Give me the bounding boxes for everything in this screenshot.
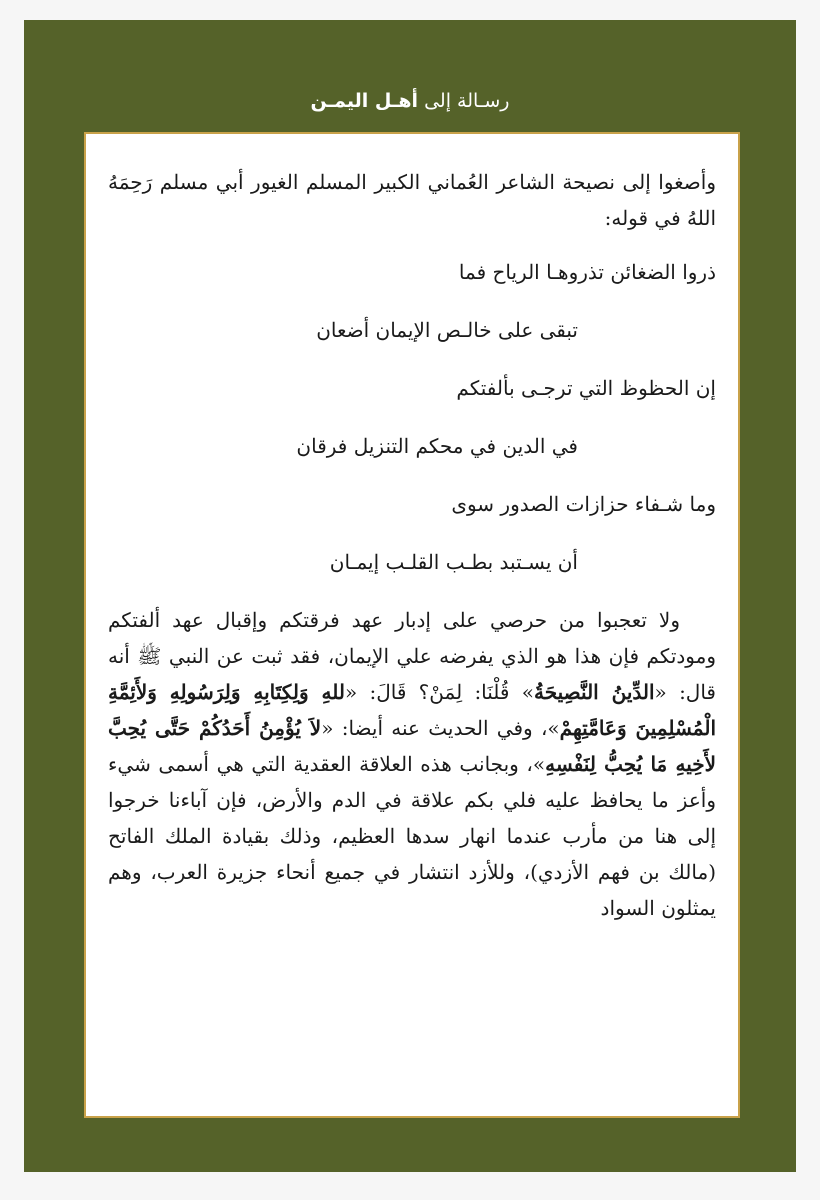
- hadith-quote: للهِ وَلِكِتَابِهِ وَلِرَسُولِهِ وَلأَئِمَّةِ الْمُسْلِمِينَ وَعَامَّتِهِمْ: [108, 680, 716, 740]
- poem: [108, 254, 716, 580]
- text-body: [108, 164, 716, 926]
- verse-line: تبقى على خالـص الإيمان أضعان: [316, 318, 578, 342]
- verse-line: ذروا الضغائن تذروهـا الرياح فما: [458, 260, 716, 284]
- paragraph-text: » قُلْنَا: لِمَنْ؟ قَالَ: «: [344, 680, 535, 704]
- paragraph-text: ولا تعجبوا من حرصي على إدبار عهد فرقتكم وإقبال عهد ألفتكم ومودتكم فإن هذا هو الذي يفرضه علي الإيمان، فقد ثبت عن النبي ﷺ أنه قال: «: [108, 608, 716, 704]
- main-paragraph: [108, 602, 716, 926]
- page-content: [84, 132, 740, 1118]
- header-title-bold: أهـل اليمـن: [310, 90, 419, 112]
- intro-paragraph: وأصغوا إلى نصيحة الشاعر العُماني الكبير المسلم الغيور أبي مسلم رَحِمَهُ اللهُ في قوله:: [108, 170, 716, 230]
- verse-line: في الدين في محكم التنزيل فرقان: [296, 434, 578, 458]
- verse-line: إن الحظوظ التي ترجـى بألفتكم: [456, 376, 716, 400]
- running-header: [24, 90, 796, 112]
- verse-line: أن يسـتبد بطـب القلـب إيمـان: [329, 550, 578, 574]
- hadith-quote: الدِّينُ النَّصِيحَةُ: [534, 680, 655, 704]
- paragraph-text: »، وبجانب هذه العلاقة العقدية التي هي أسمى شيء وأعز ما يحافظ عليه فلي بكم علاقة في الدم والأرض، فإن آباءنا خرجوا إلى هنا من مأرب عندما انهار سدها العظيم، وذلك بقيادة الملك الفاتح (مالك بن فهم الأزدي)، وللأزد انتشار في جميع أنحاء جزيرة العرب، وهم يمثلون السواد: [108, 752, 716, 920]
- header-title-light: رسـالة إلى: [424, 90, 510, 112]
- verse-line: وما شـفاء حزازات الصدور سوى: [451, 492, 716, 516]
- paragraph-text: »، وفي الحديث عنه أيضا: «: [321, 716, 560, 740]
- hadith-quote: لاَ يُؤْمِنُ أَحَدُكُمْ حَتَّى يُحِبَّ لأَخِيهِ مَا يُحِبُّ لِنَفْسِهِ: [108, 716, 716, 776]
